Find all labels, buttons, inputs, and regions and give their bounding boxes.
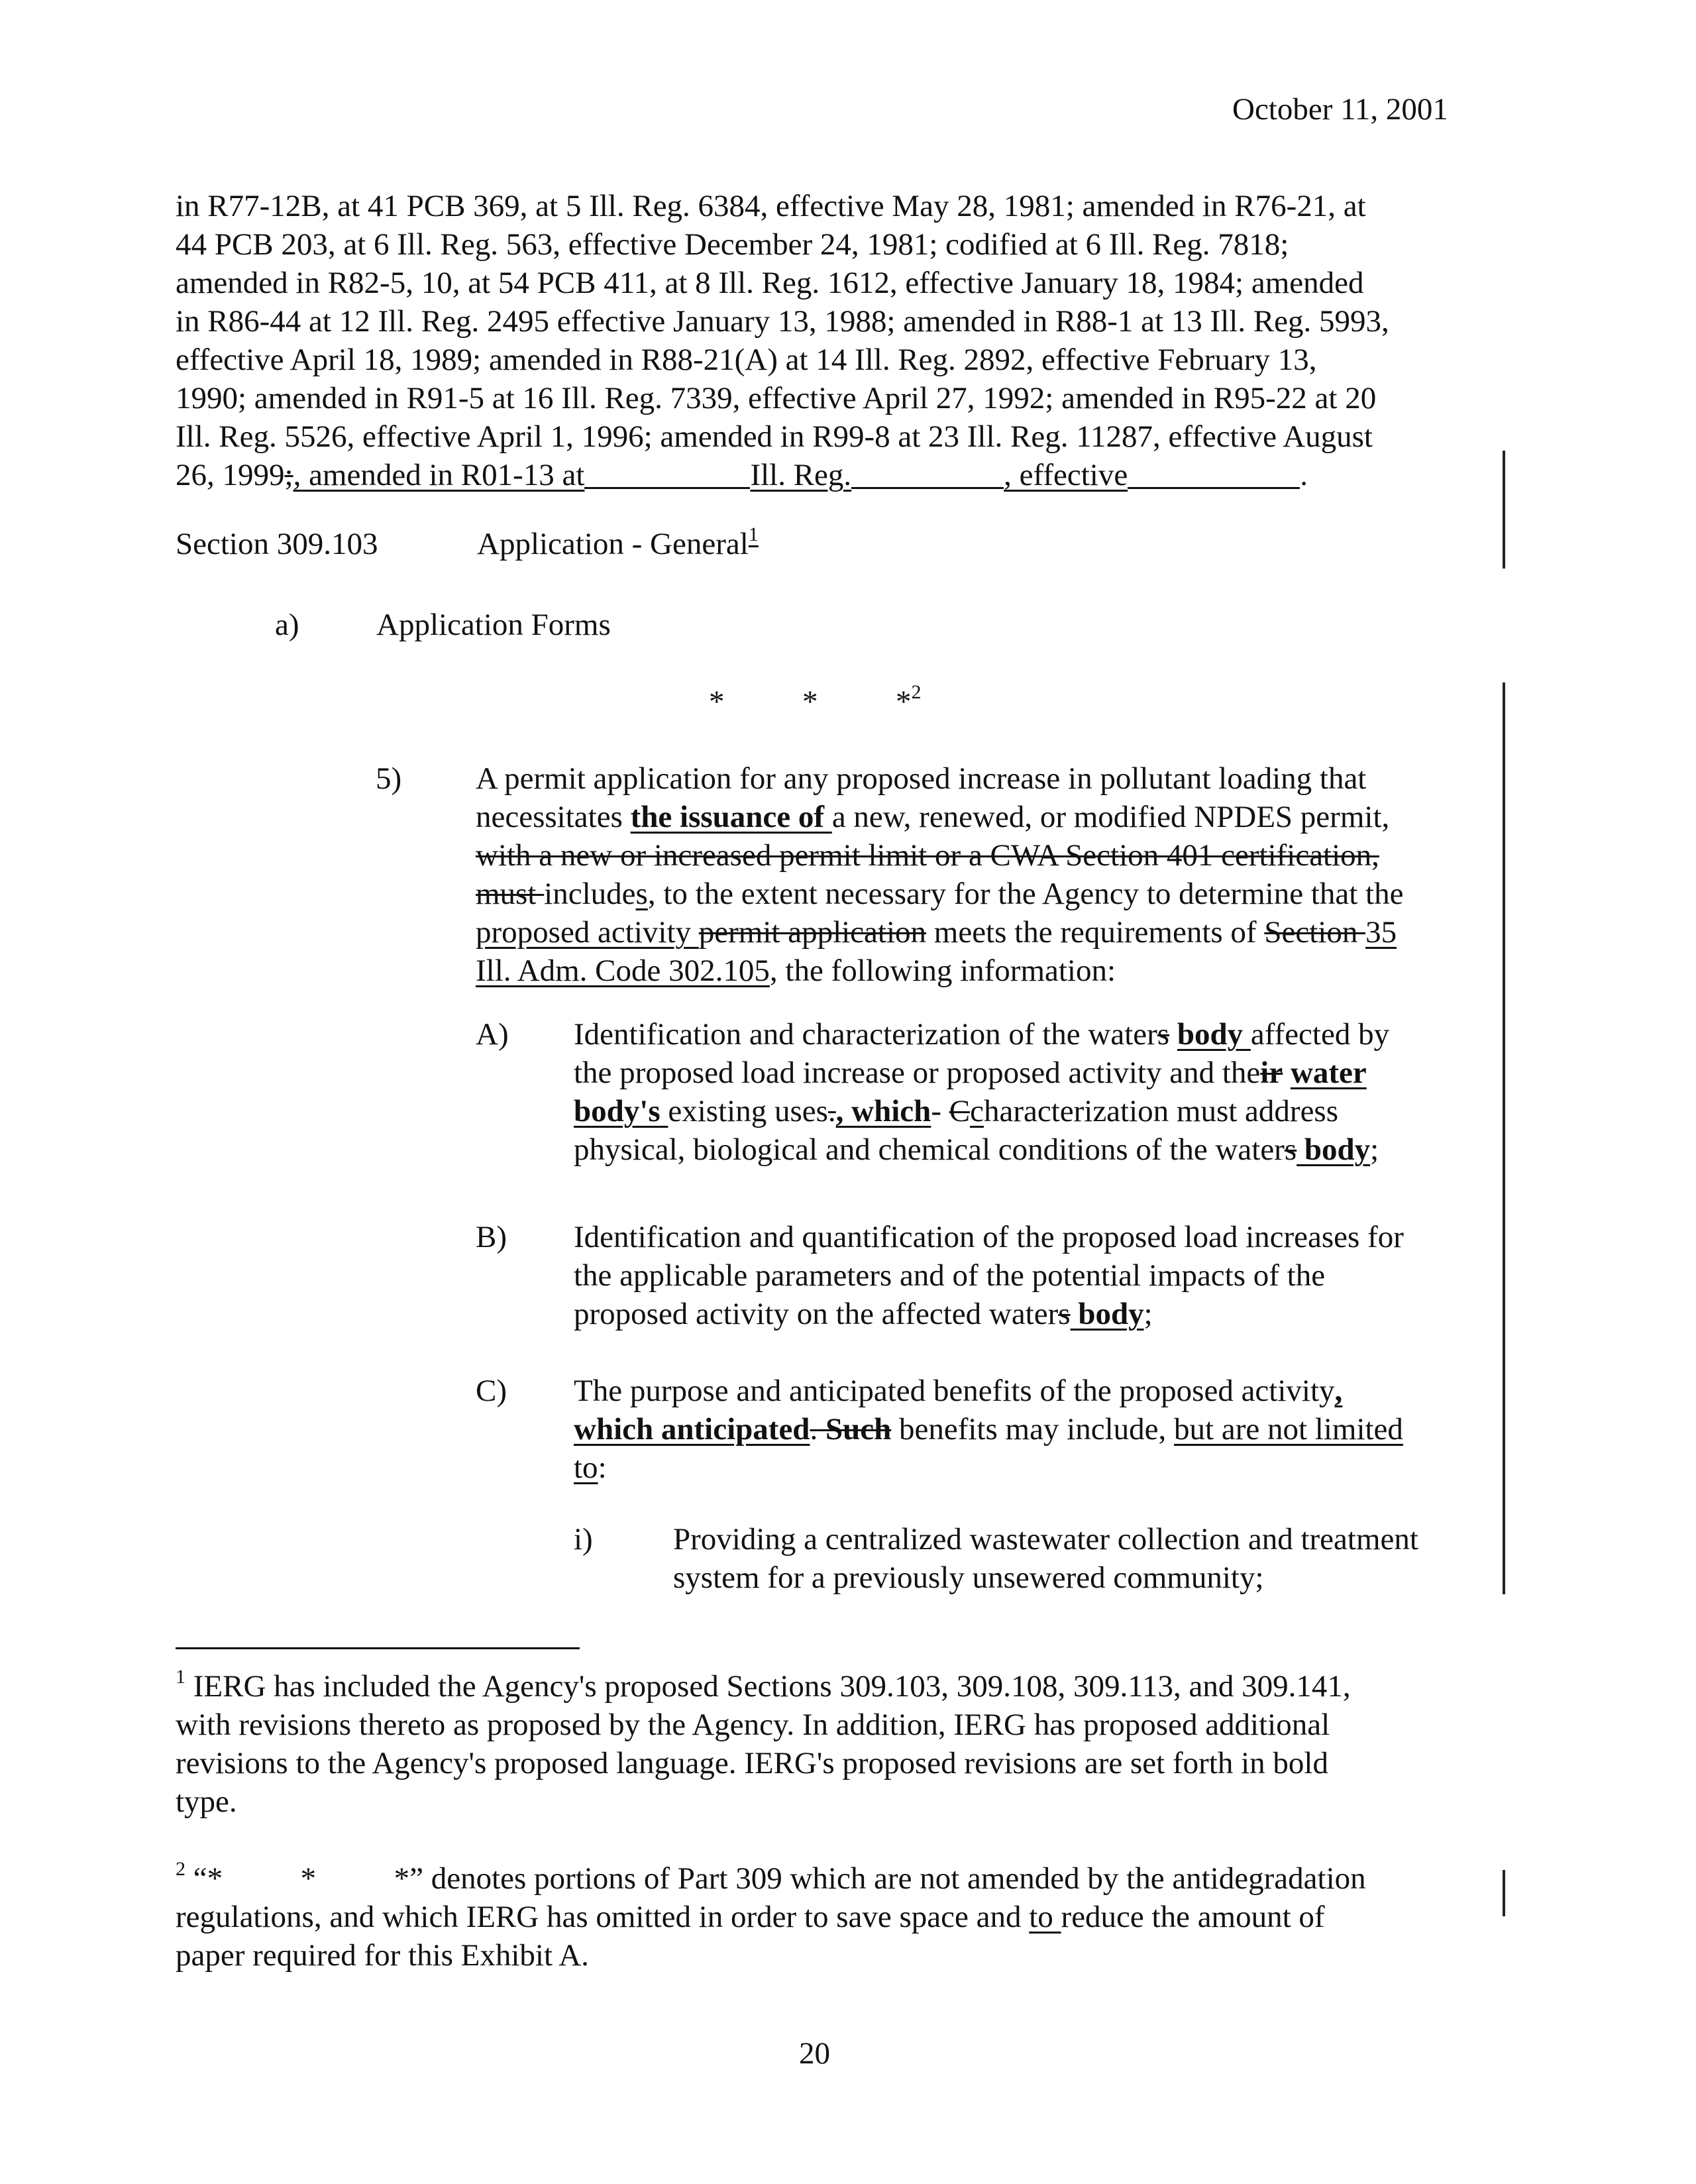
blank-line — [851, 457, 1004, 489]
item-label: B) — [476, 1220, 507, 1254]
footnote-ref: 1 — [748, 523, 759, 545]
history-line: 44 PCB 203, at 6 Ill. Reg. 563, effective December 24, 1981; codified at 6 Ill. Reg. 7818; — [176, 227, 1289, 262]
section-title: Application - General$^1$ — [477, 523, 759, 561]
section-number: Section 309.103 — [176, 527, 378, 561]
page-number: 20 — [799, 2036, 830, 2071]
history-line-last: 26, 1999;, amended in R01-13 at Ill. Reg. , effective . — [176, 458, 1308, 492]
item-C-text: The purpose and anticipated benefits of the proposed activity, which anticipated. Such benefits may include, but are not limited to: — [574, 1374, 1403, 1485]
revision-bar — [1503, 1870, 1505, 1916]
history-line: in R86-44 at 12 Ill. Reg. 2495 effective January 13, 1988; amended in R88-1 at 13 Ill. Reg. 5993, — [176, 304, 1389, 339]
subsection-label: a) — [275, 608, 299, 642]
history-line: Ill. Reg. 5526, effective April 1, 1996; amended in R99-8 at 23 Ill. Reg. 11287, effective August — [176, 419, 1373, 454]
footnote-1: $^1$ IERG has included the Agency's proposed Sections 309.103, 309.108, 309.113, and 309.141, with revisions thereto as proposed by the Agency. In addition, IERG has proposed additional revisions to the Agency's proposed language. IERG's proposed revisions are set forth in bold type. — [176, 1666, 1351, 1819]
history-line: in R77-12B, at 41 PCB 369, at 5 Ill. Reg. 6384, effective May 28, 1981; amended in R76-21, at — [176, 189, 1366, 223]
history-note — [176, 187, 1501, 494]
item-label: C) — [476, 1374, 507, 1408]
omission-marker: * * *$^2$ — [709, 681, 922, 719]
item-i-text: Providing a centralized wastewater collection and treatment system for a previously unsewered community; — [673, 1522, 1418, 1595]
blank-line — [584, 457, 750, 489]
history-line: amended in R82-5, 10, at 54 PCB 411, at 8 Ill. Reg. 1612, effective January 18, 1984; amended — [176, 266, 1364, 300]
item-B-text: Identification and quantification of the proposed load increases for the applicable parameters and of the potential impacts of the proposed activity on the affected waters body; — [574, 1220, 1404, 1331]
footnote-ref: 2 — [911, 681, 922, 703]
document-date: October 11, 2001 — [1232, 92, 1448, 127]
subsection-title: Application Forms — [376, 608, 611, 642]
footnote-2: $^2$ “* * *” denotes portions of Part 309 which are not amended by the antidegradation regulations, and which IERG has omitted in order to save space and to reduce the amount of paper required for this Exhibit A. — [176, 1858, 1366, 1973]
item-label: 5) — [376, 761, 402, 796]
revision-bar — [1503, 682, 1505, 1594]
item-label: i) — [574, 1522, 593, 1556]
footnote-separator — [176, 1647, 580, 1649]
footnote-mark: 1 — [176, 1666, 186, 1688]
item-5-text: A permit application for any proposed increase in pollutant loading that necessitates the issuance of a new, renewed, or modified NPDES permit, with a new or increased permit limit or a CWA Section 401 certification, must includes, to the extent necessary for the Agency to determine that the proposed activity permit application meets the requirements of Section 35 Ill. Adm. Code 302.105, the following information: — [476, 761, 1404, 988]
history-line: effective April 18, 1989; amended in R88-21(A) at 14 Ill. Reg. 2892, effective February 13, — [176, 343, 1317, 377]
blank-line — [1128, 457, 1300, 489]
history-line: 1990; amended in R91-5 at 16 Ill. Reg. 7339, effective April 27, 1992; amended in R95-22 at 20 — [176, 381, 1377, 415]
item-label: A) — [476, 1017, 509, 1052]
item-A-text: Identification and characterization of the waters body affected by the proposed load increase or proposed activity and their water body's existing uses., which- Ccharacterization must address physical, biological and chemical conditions of the waters body; — [574, 1017, 1390, 1167]
revision-bar — [1503, 451, 1505, 569]
footnote-mark: 2 — [176, 1858, 186, 1880]
